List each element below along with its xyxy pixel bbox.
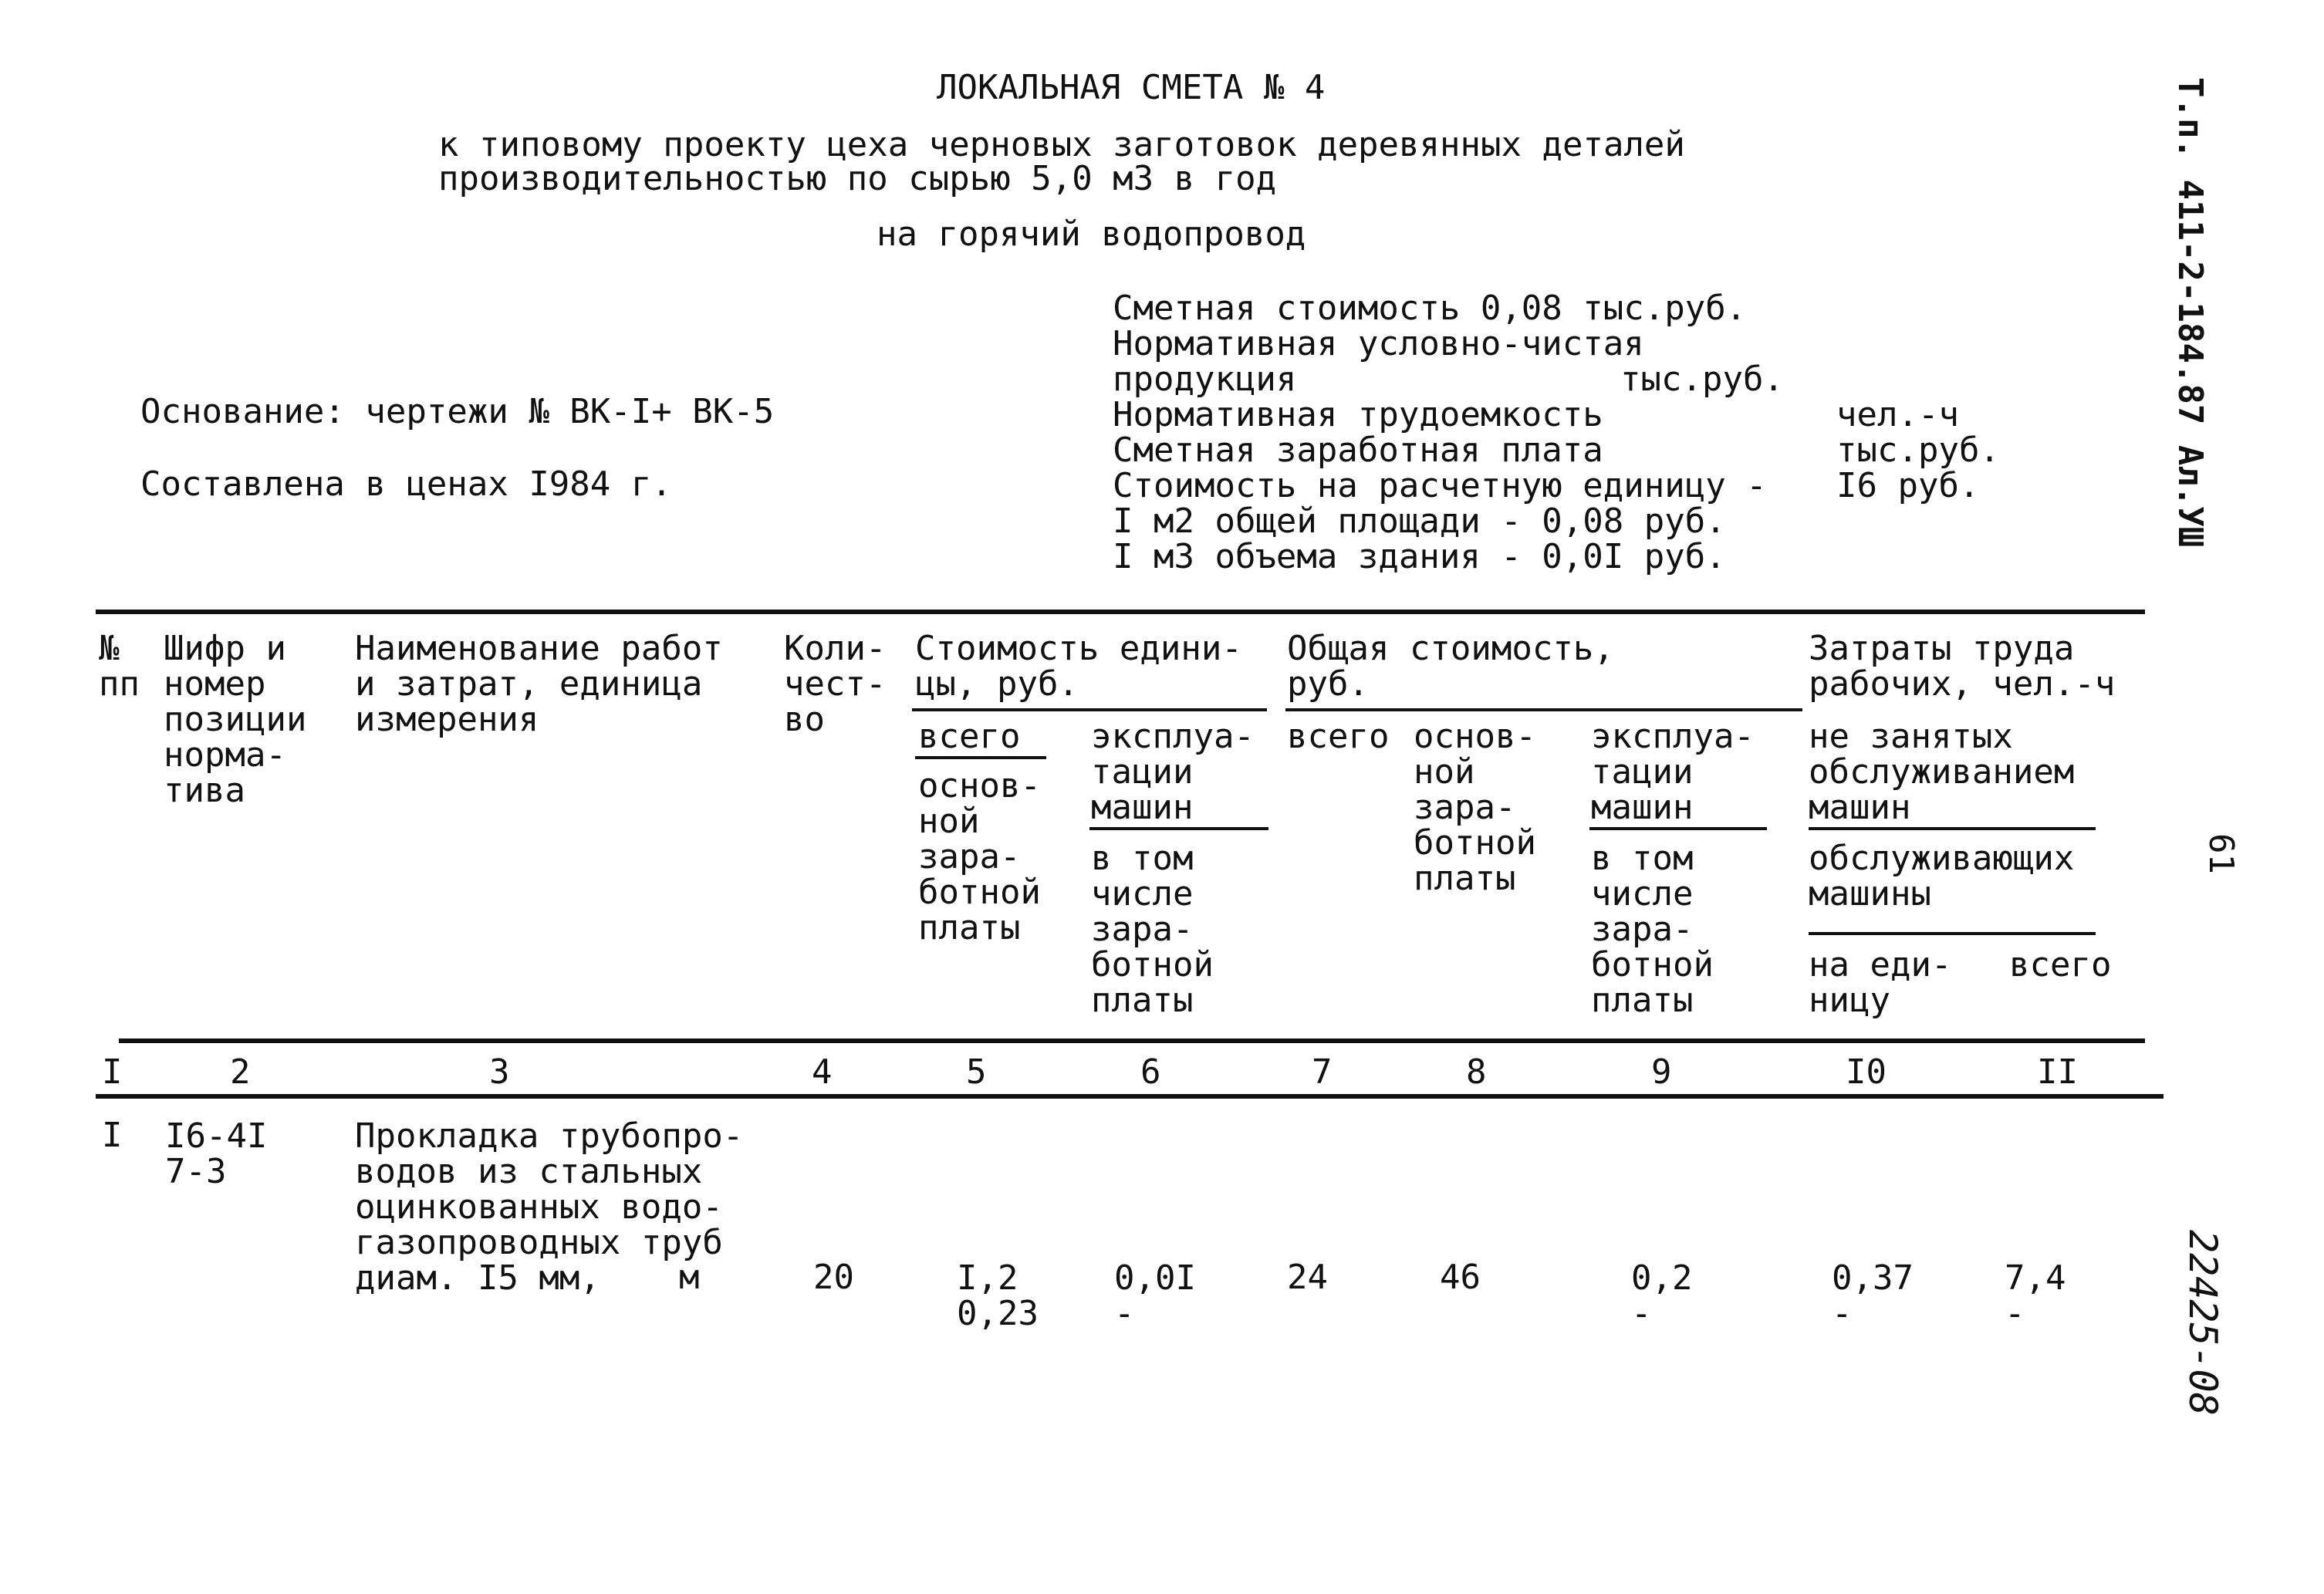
header-c10-serving: обслуживающих машины <box>1809 839 2075 914</box>
header-c7-total: всего <box>1287 717 1390 756</box>
summary-labor-label: Нормативная трудоемкость <box>1113 395 1603 434</box>
row-total-cost: 24 <box>1287 1258 1328 1297</box>
col-number-1: I <box>102 1052 123 1092</box>
row-quantity: 20 <box>813 1258 854 1297</box>
summary-labor-unit: чел.-ч <box>1836 395 1959 434</box>
col-number-8: 8 <box>1466 1052 1487 1092</box>
row-labor-per-unit: 0,37 - <box>1832 1258 1914 1333</box>
summary-net-output-label2: продукция <box>1113 360 1297 399</box>
summary-net-output-label: Нормативная условно-чистая <box>1113 324 1644 363</box>
table-top-rule <box>96 610 2145 614</box>
page-number: 61 <box>2201 833 2241 874</box>
project-description-line1: к типовому проекту цеха черновых заготовок деревянных деталей <box>438 125 1685 164</box>
header-work-name: Наименование работ и затрат, единица измерения <box>355 629 723 739</box>
column-number-rule <box>96 1094 2164 1099</box>
header-unit-cost-group: Стоимость едини- цы, руб. <box>915 629 1242 704</box>
header-c9-machines: эксплуа- тации машин <box>1591 717 1755 827</box>
row-unit-cost: I,2 0,23 <box>957 1258 1039 1333</box>
row-labor-total: 7,4 - <box>2005 1258 2066 1333</box>
document-title: ЛОКАЛЬНАЯ СМЕТА № 4 <box>937 68 1326 107</box>
summary-volume-cost: I м3 объема здания - 0,0I руб. <box>1113 537 1726 576</box>
labor-subheader-rule1 <box>1809 827 2096 830</box>
estimate-subject: на горячий водопровод <box>877 214 1306 254</box>
summary-wages-label: Сметная заработная плата <box>1113 431 1603 470</box>
col-number-5: 5 <box>966 1052 987 1092</box>
header-bottom-rule <box>119 1038 2145 1043</box>
header-c9-wages: в том числе зара- ботной платы <box>1591 839 1714 1020</box>
header-total-cost-group: Общая стоимость, руб. <box>1287 629 1614 704</box>
archive-number: 22425-08 <box>2180 1230 2225 1416</box>
summary-net-output-unit: тыс.руб. <box>1620 360 1784 399</box>
col-number-11: II <box>2037 1052 2078 1092</box>
c9-subrule <box>1589 827 1767 830</box>
row-total-wages: 46 <box>1440 1258 1481 1297</box>
header-c10-per-unit: на еди- ницу <box>1809 945 1952 1020</box>
row-norm-code: I6-4I 7-3 <box>165 1116 268 1191</box>
col-number-4: 4 <box>812 1052 833 1092</box>
labor-subheader-rule2 <box>1809 932 2096 935</box>
header-norm-code: Шифр и номер позиции норма- тива <box>164 629 307 810</box>
header-row-number: № пп <box>99 629 140 704</box>
header-c11-total: всего <box>2009 945 2112 984</box>
header-quantity: Коли- чест- во <box>784 629 887 739</box>
total-cost-group-underline <box>1285 708 1802 711</box>
document-code: Т.п. 411-2-184.87 Ал.УШ <box>2170 77 2210 548</box>
row-number: I <box>102 1116 123 1155</box>
summary-unit-cost-value: I6 руб. <box>1836 466 1980 505</box>
col-number-9: 9 <box>1651 1052 1672 1092</box>
c6-subrule <box>1089 827 1268 830</box>
header-c10-not-serving: не занятых обслуживанием машин <box>1809 717 2075 827</box>
c5-subrule <box>915 756 1046 759</box>
project-description-line2: производительностью по сырью 5,0 м3 в год <box>438 159 1277 198</box>
unit-cost-group-underline <box>912 708 1267 711</box>
header-c6-wages: в том числе зара- ботной платы <box>1091 839 1214 1020</box>
col-number-3: 3 <box>489 1052 510 1092</box>
summary-estimated-cost: Сметная стоимость 0,08 тыс.руб. <box>1113 289 1747 328</box>
header-labor-group: Затраты труда рабочих, чел.-ч <box>1809 629 2116 704</box>
header-c6-machines: эксплуа- тации машин <box>1091 717 1255 827</box>
row-work-name: Прокладка трубопро- водов из стальных оцинкованных водо- газопроводных труб диам. I5 мм, <box>355 1116 744 1298</box>
col-number-6: 6 <box>1140 1052 1161 1092</box>
col-number-10: I0 <box>1846 1052 1887 1092</box>
col-number-2: 2 <box>230 1052 251 1092</box>
summary-wages-unit: тыс.руб. <box>1836 431 2000 470</box>
basis-drawings: Основание: чертежи № ВК-I+ ВК-5 <box>140 392 775 431</box>
col-number-7: 7 <box>1312 1052 1333 1092</box>
row-machine-cost: 0,0I - <box>1114 1258 1196 1333</box>
row-unit: м <box>679 1258 700 1297</box>
header-c5-wages: основ- ной зара- ботной платы <box>918 766 1041 947</box>
summary-area-cost: I м2 общей площади - 0,08 руб. <box>1113 502 1726 541</box>
row-total-machines: 0,2 - <box>1631 1258 1693 1333</box>
header-c8-wages: основ- ной зара- ботной платы <box>1414 717 1536 898</box>
price-level: Составлена в ценах I984 г. <box>140 464 672 504</box>
header-c5-total: всего <box>918 717 1021 756</box>
summary-unit-cost-label: Стоимость на расчетную единицу - <box>1113 466 1767 505</box>
